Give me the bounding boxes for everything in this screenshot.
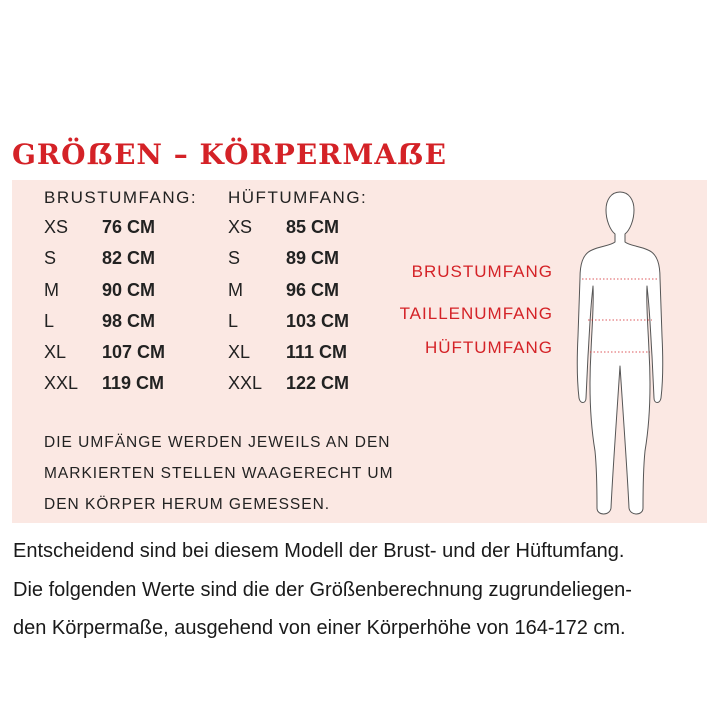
size-label: L (44, 311, 55, 331)
chest-measure-label: BRUSTUMFANG (411, 262, 553, 281)
hip-column-header: HÜFTUMFANG: (228, 188, 368, 207)
hip-value: 103 CM (286, 311, 350, 331)
hip-value: 111 CM (286, 342, 348, 362)
size-label: S (228, 248, 241, 268)
measurement-note-line: DEN KÖRPER HERUM GEMESSEN. (44, 496, 331, 513)
body-figure-icon (570, 186, 670, 522)
size-label: XS (44, 217, 69, 237)
page-title: GRÖẞEN – KÖRPERMAẞE (12, 138, 447, 171)
chest-column-header: BRUSTUMFANG: (44, 188, 198, 207)
chest-value: 82 CM (102, 248, 156, 268)
measurement-note-line: MARKIERTEN STELLEN WAAGERECHT UM (44, 465, 394, 482)
chest-value: 119 CM (102, 373, 165, 393)
size-label: M (44, 280, 59, 300)
description-line: den Körpermaße, ausgehend von einer Körperhöhe von 164-172 cm. (13, 617, 626, 639)
hip-value: 96 CM (286, 280, 340, 300)
chest-value: 76 CM (102, 217, 156, 237)
description-line: Die folgenden Werte sind die der Größenberechnung zugrundeliegen- (13, 579, 632, 601)
hip-value: 89 CM (286, 248, 340, 268)
size-label: L (228, 311, 239, 331)
chest-value: 98 CM (102, 311, 156, 331)
hip-value: 85 CM (286, 217, 340, 237)
description-line: Entscheidend sind bei diesem Modell der Brust- und der Hüftumfang. (13, 540, 625, 562)
size-label: S (44, 248, 57, 268)
size-label: XXL (44, 373, 79, 393)
waist-measure-label: TAILLENUMFANG (399, 304, 553, 323)
chest-value: 107 CM (102, 342, 166, 362)
measurement-note-line: DIE UMFÄNGE WERDEN JEWEILS AN DEN (44, 434, 391, 451)
size-label: XXL (228, 373, 263, 393)
hip-measure-label: HÜFTUMFANG (424, 338, 553, 357)
chest-value: 90 CM (102, 280, 156, 300)
size-label: XL (44, 342, 67, 362)
size-label: XS (228, 217, 253, 237)
hip-value: 122 CM (286, 373, 350, 393)
size-label: XL (228, 342, 251, 362)
size-label: M (228, 280, 243, 300)
